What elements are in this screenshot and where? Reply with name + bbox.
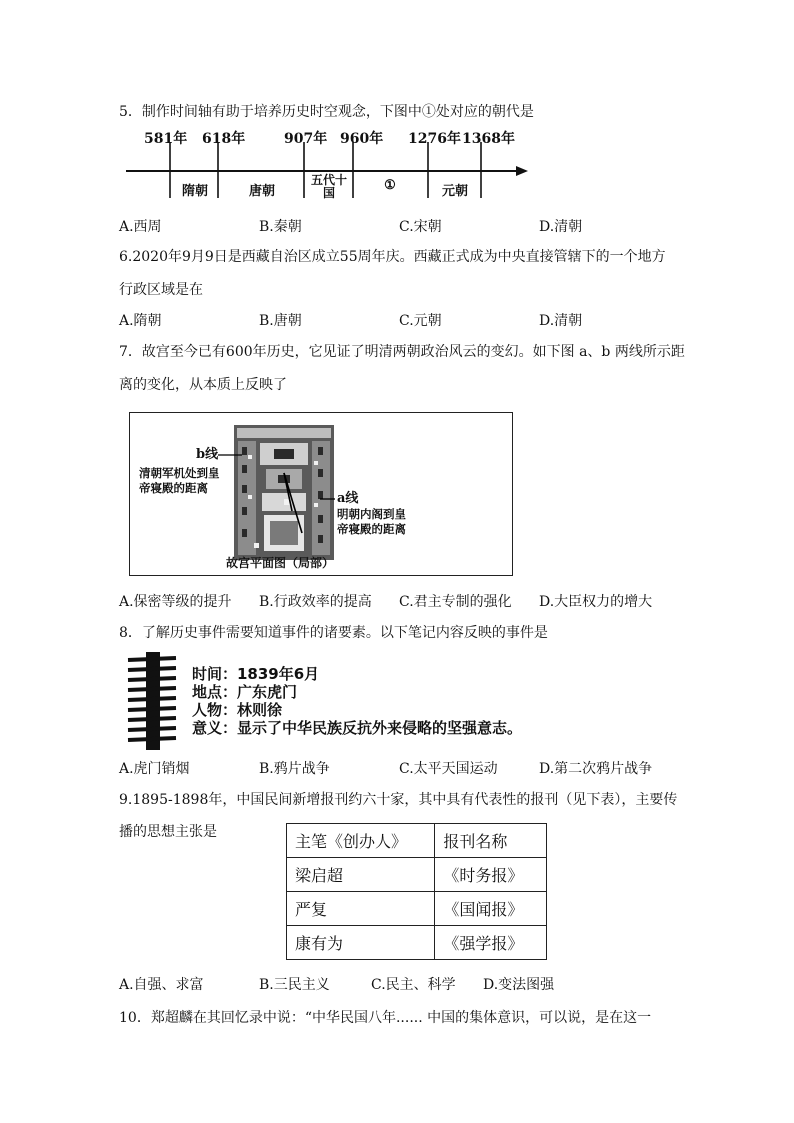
b-line-desc-2: 帝寝殿的距离: [139, 481, 208, 495]
q6-stem-line2: 行政区域是在: [119, 282, 203, 298]
q7-option-a[interactable]: A.保密等级的提升: [119, 594, 232, 610]
timeline-year-4: 960年: [340, 131, 384, 147]
table-header-editor: 主笔《创办人》: [287, 824, 435, 858]
table-row: [287, 858, 547, 892]
timeline-period-sui: 隋朝: [181, 184, 208, 199]
q7-option-c[interactable]: C.君主专制的强化: [399, 594, 512, 610]
table-cell-paper: 《强学报》: [435, 926, 547, 960]
note-time: 时间：1839年6月: [192, 665, 320, 683]
q6-option-c[interactable]: C.元朝: [399, 313, 442, 329]
q5-option-a[interactable]: A.西周: [119, 219, 162, 235]
b-line-desc-1: 清朝军机处到皇: [139, 466, 220, 480]
timeline-period-wudai: 五代十国: [310, 173, 347, 200]
table-cell-paper: 《时务报》: [435, 858, 547, 892]
timeline-year-1: 581年: [144, 131, 188, 147]
q5-option-b[interactable]: B.秦朝: [259, 219, 302, 235]
q10-stem: 10．郑超麟在其回忆录中说：“中华民国八年...... 中国的集体意识，可以说，是在这一: [119, 1010, 652, 1026]
timeline-year-2: 618年: [202, 131, 246, 147]
q6-stem-line1: 6.2020年9月9日是西藏自治区成立55周年庆。西藏正式成为中央直接管辖下的一个地方: [119, 249, 666, 265]
b-line-label: b线: [196, 447, 219, 462]
q7-option-d[interactable]: D.大臣权力的增大: [539, 594, 653, 610]
table-row: [287, 926, 547, 960]
q6-option-b[interactable]: B.唐朝: [259, 313, 302, 329]
q6-option-d[interactable]: D.清朝: [539, 313, 583, 329]
q8-notebook: [124, 652, 564, 750]
q9-stem-line2: 播的思想主张是: [119, 824, 217, 840]
timeline-year-3: 907年: [284, 131, 328, 147]
a-line-desc-2: 帝寝殿的距离: [337, 522, 406, 536]
q5-stem: 5．制作时间轴有助于培养历史时空观念，下图中①处对应的朝代是: [119, 104, 534, 120]
q9-option-a[interactable]: A.自强、求富: [119, 977, 204, 993]
q7-palace-figure: [129, 412, 513, 576]
q9-option-b[interactable]: B.三民主义: [259, 977, 330, 993]
note-place: 地点：广东虎门: [192, 683, 298, 701]
q9-newspaper-table: [286, 823, 547, 960]
q7-stem-line1: 7．故宫至今已有600年历史，它见证了明清两朝政治风云的变幻。如下图 a、b 两线所示距: [119, 344, 685, 360]
note-person: 人物：林则徐: [192, 701, 283, 719]
a-line-desc-1: 明朝内阁到皇: [337, 507, 406, 521]
q7-option-b[interactable]: B.行政效率的提高: [259, 594, 372, 610]
table-cell-editor: 康有为: [287, 926, 435, 960]
q8-option-b[interactable]: B.鸦片战争: [259, 761, 330, 777]
table-cell-editor: 严复: [287, 892, 435, 926]
q8-option-c[interactable]: C.太平天国运动: [399, 761, 498, 777]
q5-option-c[interactable]: C.宋朝: [399, 219, 442, 235]
table-cell-paper: 《国闻报》: [435, 892, 547, 926]
q8-option-d[interactable]: D.第二次鸦片战争: [539, 761, 653, 777]
q8-option-a[interactable]: A.虎门销烟: [119, 761, 190, 777]
table-cell-editor: 梁启超: [287, 858, 435, 892]
note-meaning: 意义：显示了中华民族反抗外来侵略的坚强意志。: [192, 719, 523, 737]
figure-caption: 故宫平面图（局部）: [226, 556, 335, 570]
a-line-label: a线: [337, 491, 359, 506]
q5-timeline: [120, 128, 530, 200]
table-row: [287, 892, 547, 926]
q6-option-a[interactable]: A.隋朝: [119, 313, 162, 329]
timeline-year-6: 1368年: [462, 131, 515, 147]
q9-option-d[interactable]: D.变法图强: [483, 977, 555, 993]
q9-stem-line1: 9.1895-1898年，中国民间新增报刊约六十家，其中具有代表性的报刊（见下表），主要传: [119, 792, 678, 808]
timeline-period-tang: 唐朝: [248, 184, 275, 199]
q5-option-d[interactable]: D.清朝: [539, 219, 583, 235]
q8-stem: 8．了解历史事件需要知道事件的诸要素。以下笔记内容反映的事件是: [119, 625, 548, 641]
timeline-period-blank: ①: [384, 178, 396, 193]
timeline-year-5: 1276年: [408, 131, 461, 147]
notebook-spiral-icon: [124, 652, 180, 750]
table-header-row: [287, 824, 547, 858]
q7-stem-line2: 离的变化，从本质上反映了: [119, 377, 287, 393]
q9-option-c[interactable]: C.民主、科学: [371, 977, 456, 993]
table-header-paper: 报刊名称: [435, 824, 547, 858]
timeline-period-yuan: 元朝: [441, 184, 468, 199]
